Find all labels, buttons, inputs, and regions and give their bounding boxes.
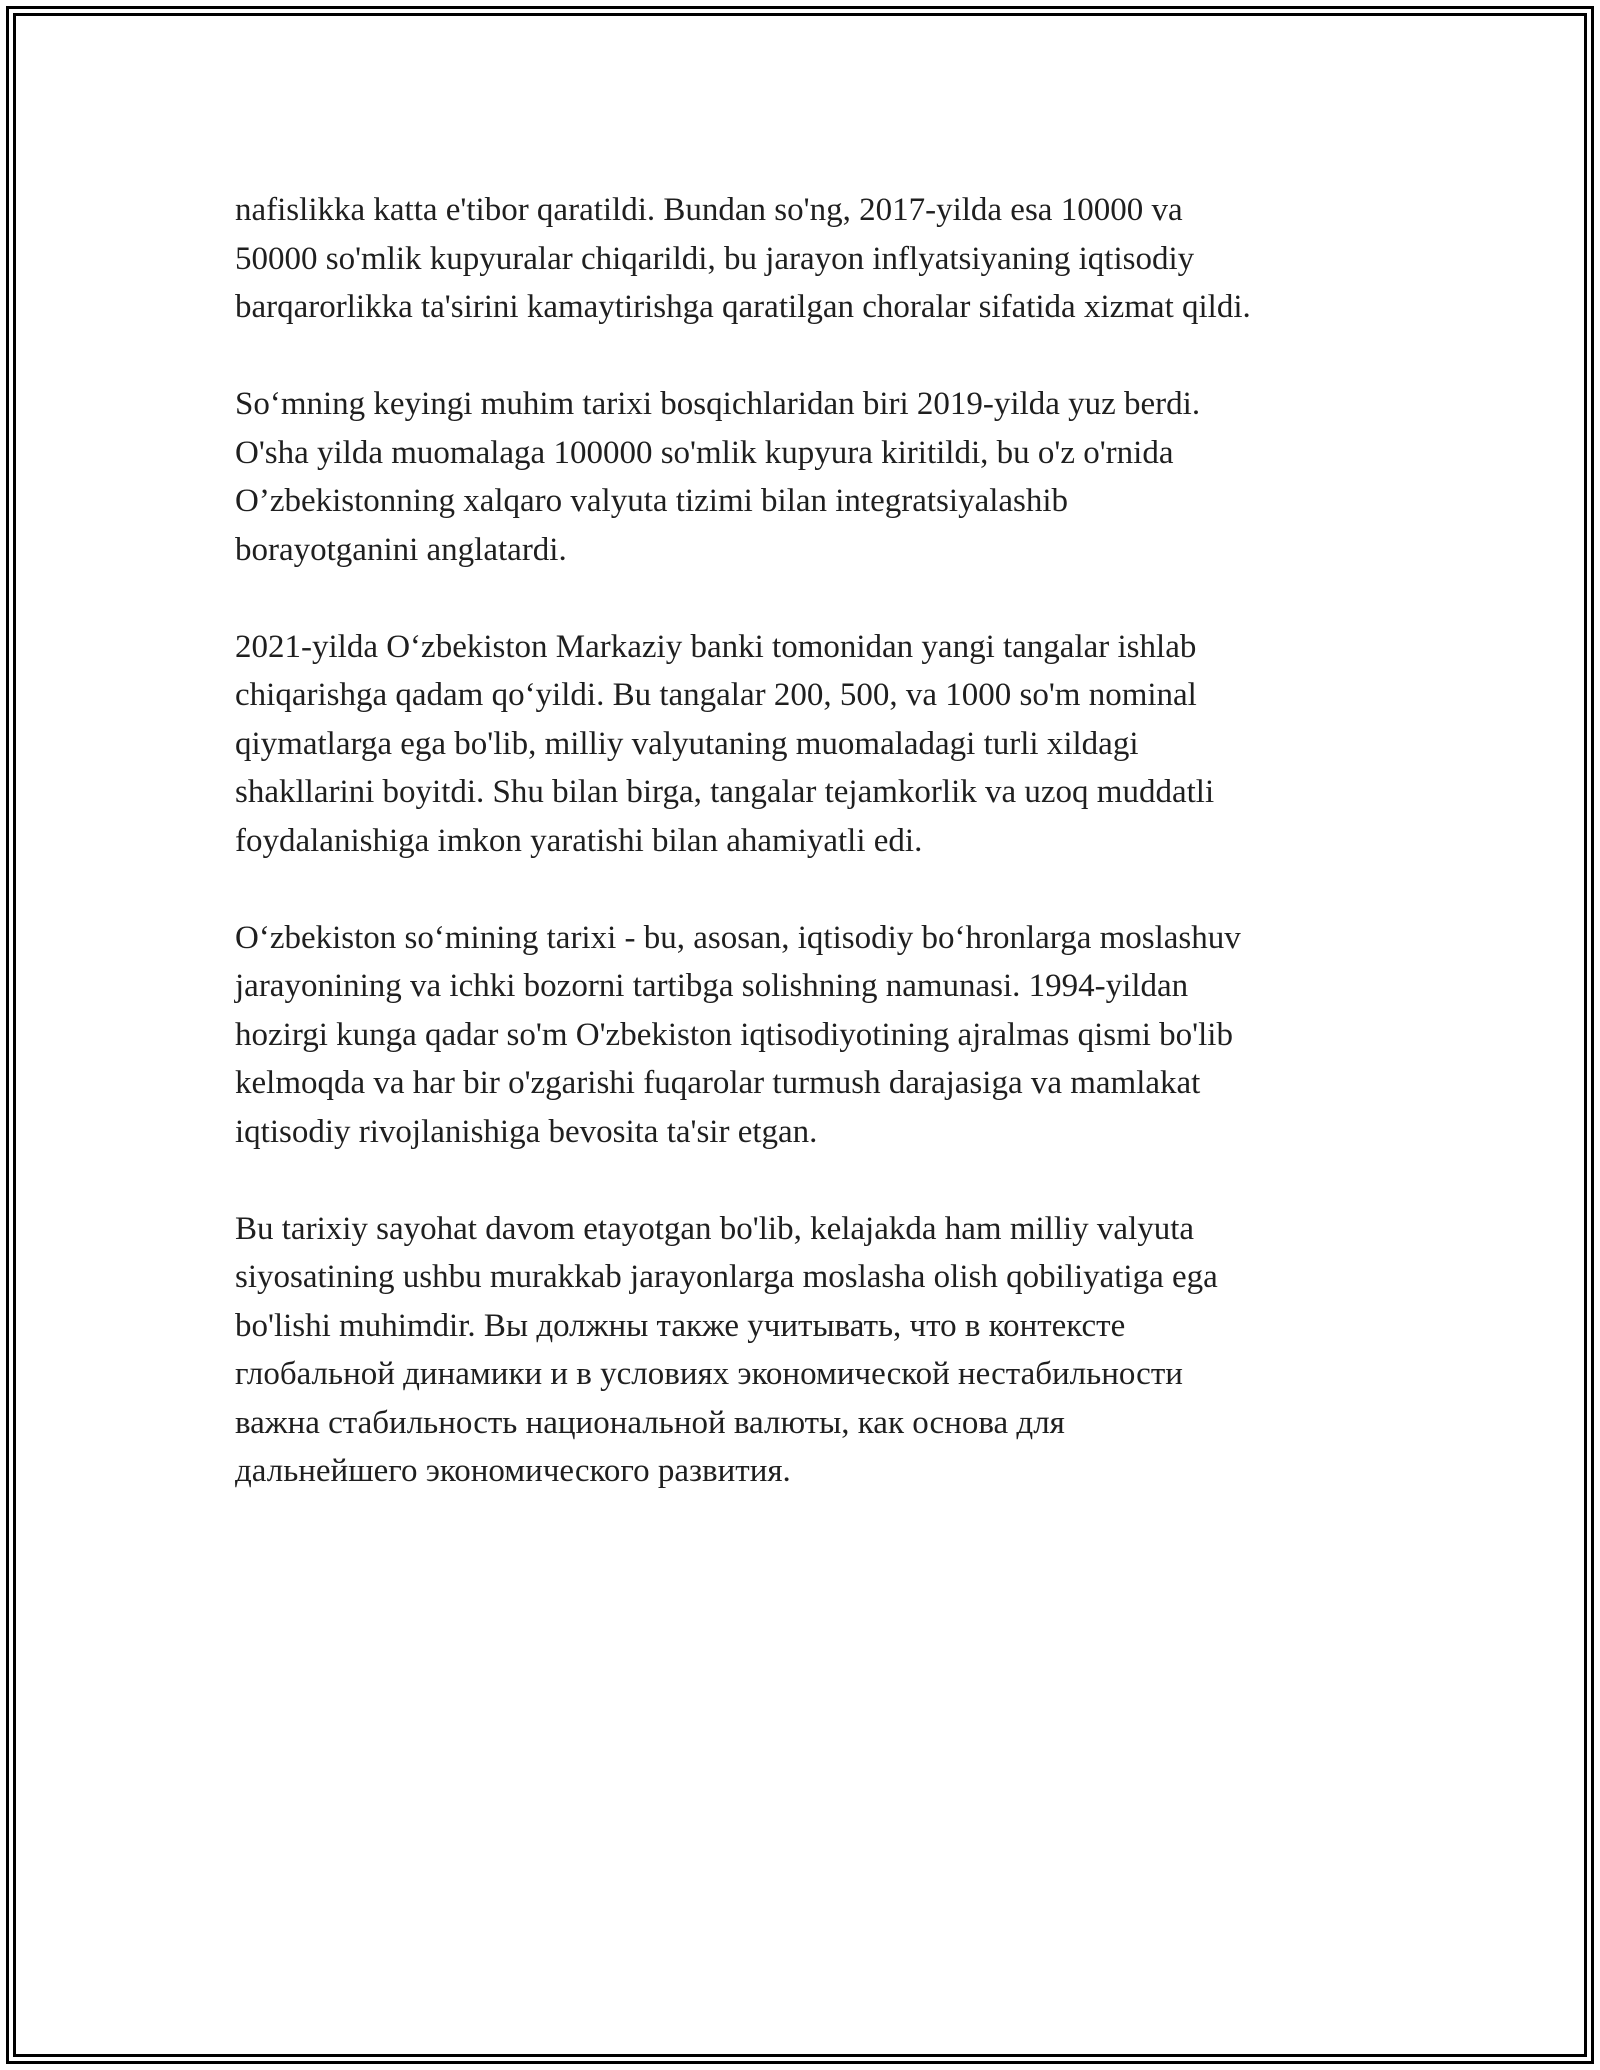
paragraph-1: nafislikka katta e'tibor qaratildi. Bundan so'ng, 2017-yilda esa 10000 va 50000 so'mlik kupyuralar chiqarildi, bu jarayon inflyatsiyaning iqtisodiy barqarorlikka ta'sirini kamaytirishga qaratilgan choralar sifatida xizmat qildi. [235, 192, 1251, 325]
paragraph-4: O‘zbekiston so‘mining tarixi - bu, asosan, iqtisodiy bo‘hronlarga moslashuv jarayonining va ichki bozorni tartibga solishning namunasi. 1994-yildan hozirgi kunga qadar so'm O'zbekiston iqtisodiyotining ajralmas qismi bo'lib kelmoqda va har bir o'zgarishi fuqarolar turmush darajasiga va mamlakat iqtisodiy rivojlanishiga bevosita ta'sir etgan. [235, 919, 1241, 1150]
paragraph-5: Bu tarixiy sayohat davom etayotgan bo'lib, kelajakda ham milliy valyuta siyosatining ushbu murakkab jarayonlarga moslasha olish qobiliyatiga ega bo'lishi muhimdir. Вы должны также учитывать, что в контексте глобальной динамики и в условиях экономической нестабильности важна стабильность национальной валюты, как основа для дальнейшего экономического развития. [235, 1210, 1218, 1489]
paragraph-3: 2021-yilda O‘zbekiston Markaziy banki tomonidan yangi tangalar ishlab chiqarishga qadam qo‘yildi. Bu tangalar 200, 500, va 1000 so'm nominal qiymatlarga ega bo'lib, milliy valyutaning muomaladagi turli xildagi shakllarini boyitdi. Shu bilan birga, tangalar tejamkorlik va uzoq muddatli foydalanishiga imkon yaratishi bilan ahamiyatli edi. [235, 628, 1215, 859]
document-body [235, 186, 1385, 1544]
paragraph-2: So‘mning keyingi muhim tarixi bosqichlaridan biri 2019-yilda yuz berdi. O'sha yilda muomalaga 100000 so'mlik kupyura kiritildi, bu o'z o'rnida O’zbekistonning xalqaro valyuta tizimi bilan integratsiyalashib borayotganini anglatardi. [235, 386, 1201, 568]
